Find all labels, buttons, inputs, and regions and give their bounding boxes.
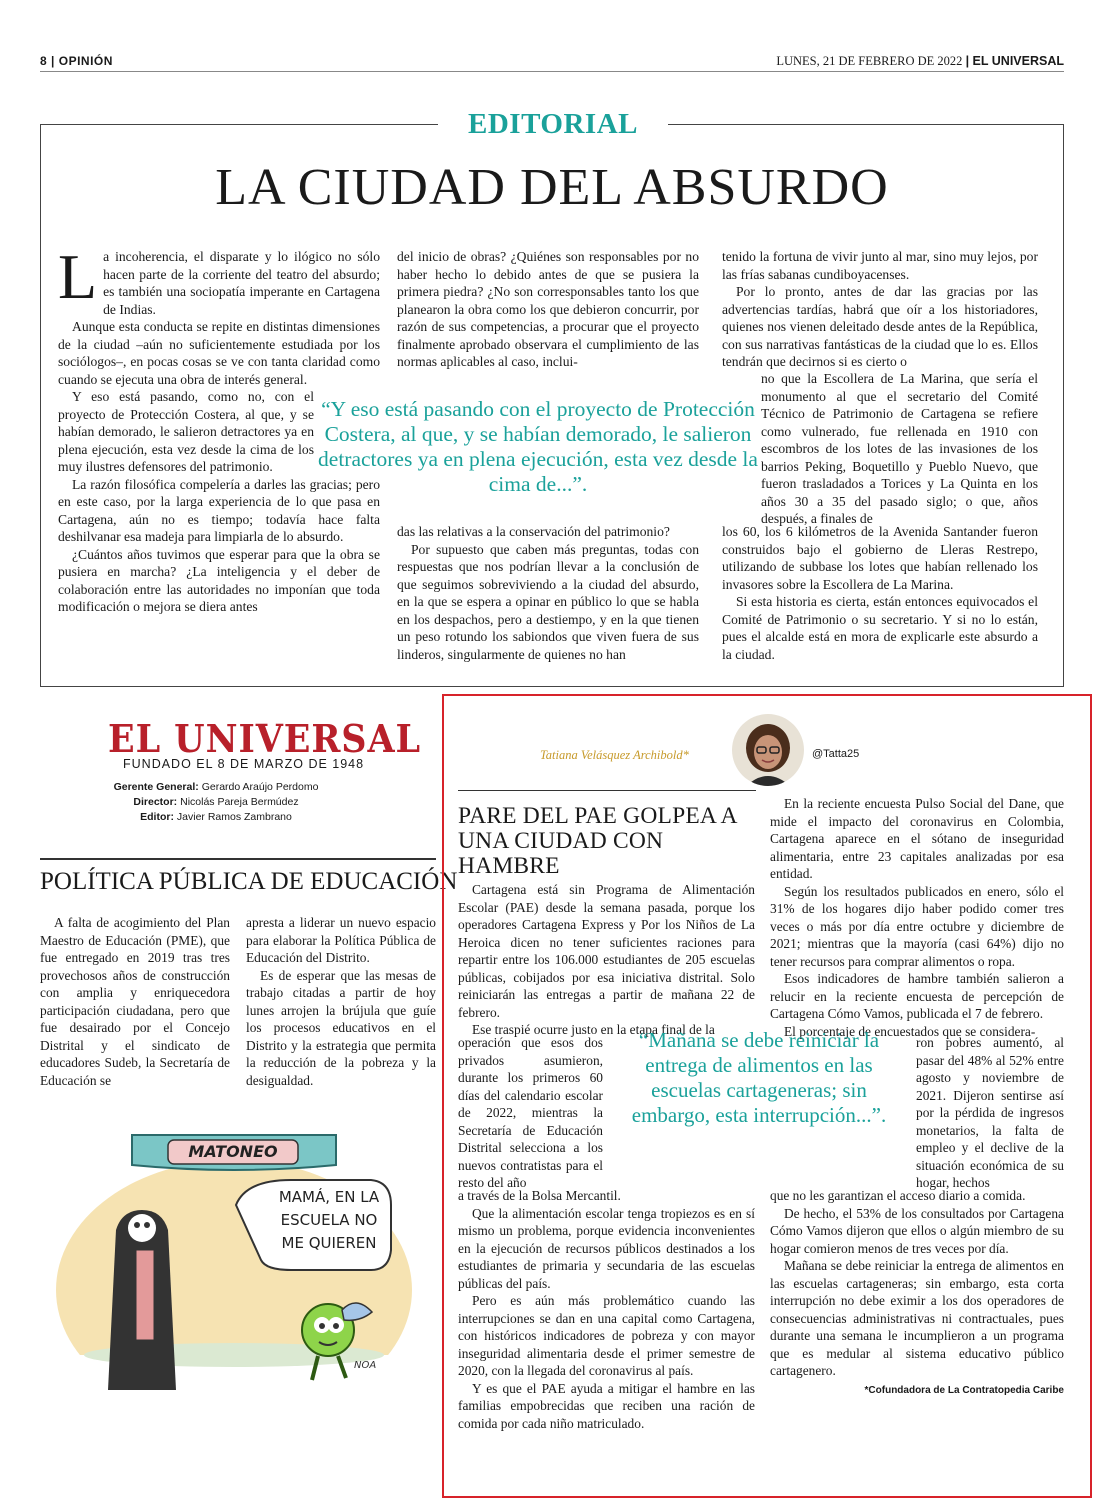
paragraph: Por supuesto que caben más preguntas, todas con respuestas que nos podrían llevar a la conclusión de que seguimos sobreviviendo a la ciudad del absurdo, en la que se espera a opinar en público lo que se habla en los despachos, pero a destiempo, y en la que tienen un peso rotundo los sabiondos que viven fuera de sus linderos, singularmente de quienes no han [397, 541, 699, 662]
column-text-b-mid [916, 1034, 1064, 1192]
paragraph: das las relativas a la conservación del patrimonio? [397, 524, 670, 539]
paragraph: Si esta historia es cierta, están entonces equivocados el Comité de Patrimonio o su secretario. Y si no lo están, pues el alcalde está en mora de explicarle este absurdo a la ciudad. [722, 594, 1038, 662]
page-dateline: LUNES, 21 DE FEBRERO DE 2022 | EL UNIVERSAL [776, 54, 1064, 68]
politica-column-2 [246, 914, 436, 1089]
staff-line: Gerente General: Gerardo Araújo Perdomo [113, 781, 319, 793]
editorial-label: EDITORIAL [438, 108, 668, 142]
header-rule [40, 71, 1064, 72]
paragraph: Ese traspié ocurre justo en la etapa final de la [472, 1022, 715, 1037]
paper-name: EL UNIVERSAL [972, 54, 1064, 68]
column-text-a-top [458, 881, 755, 1039]
paragraph: Mañana se debe reiniciar la entrega de alimentos en las escuelas cartageneras; sin embargo, esta corta interrupción no debe eximir a los dos operadores de consecuencias administrativas ni contractuales, pues durante una semana le incumplieron a un programa que es medular al sistema educativo público cartagenero. [770, 1258, 1064, 1378]
column-text-b-top [770, 795, 1064, 1040]
paragraph: El porcentaje de encuestados que se considera- [784, 1023, 1036, 1039]
editorial-title: LA CIUDAD DEL ABSURDO [215, 159, 889, 216]
column-title-rule [458, 790, 756, 791]
paragraph: Y eso está pasando, como no, con el proyecto de Protección Costera, al que, y se habían demorado, le salieron detractores ya en plena ejecución, esta vez desde la cima de los muy ilustres defensores del patrimonio. [58, 389, 314, 474]
column-text-a-mid [458, 1034, 603, 1192]
staff-line: Editor: Javier Ramos Zambrano [140, 811, 292, 823]
staff-line: Director: Nicolás Pareja Bermúdez [133, 796, 299, 808]
politica-rule [40, 858, 436, 860]
paragraph: Esos indicadores de hambre también salieron a relucir en la reciente encuesta de percepción de Cartagena Cómo Vamos, publicada el 7 de febrero. [770, 971, 1064, 1021]
paragraph: Es de esperar que las mesas de trabajo citadas a partir de hoy lunes arrojen la brújula que guíe los procesos educativos en el Distrito y la estrategia que permita la reducción de la pobreza y la desigualdad. [246, 967, 436, 1088]
editorial-column-3-top [722, 248, 1038, 371]
cartoon-illustration [56, 1110, 416, 1410]
author-name: Tatiana Velásquez Archibold* [540, 748, 689, 762]
cartoon-speech-bubble: MAMÁ, EN LA ESCUELA NO ME QUIEREN [278, 1188, 380, 1252]
paragraph: Que la alimentación escolar tenga tropiezos es en sí mismo un problema, porque evidencia inconvenientes en la ejecución de recursos públicos destinados a los estudiantes de primaria y secundaria de las escuelas públicas del país. [458, 1205, 755, 1291]
section-name: OPINIÓN [58, 54, 113, 68]
paragraph: Según los resultados publicados en enero, sólo el 31% de los hogares dijo haber podido comer tres veces o más por día entre octubre y diciembre de 2021; mientras que la mayoría (casi 64%) dijo no tener recursos para comprar alimentos o ropa. [770, 883, 1064, 969]
paragraph: Y es que el PAE ayuda a mitigar el hambre en las familias empobrecidas que reciben una ración de comida por cada niño matriculado. [458, 1380, 755, 1431]
drop-cap: L [58, 241, 98, 312]
paragraph: apresta a liderar un nuevo espacio para elaborar la Política Pública de Educación del Distrito. [246, 915, 436, 965]
page-section-label: 8 | OPINIÓN [40, 54, 113, 68]
paragraph: La razón filosófica compelería a darles las gracias; pero en este caso, por la larga experiencia de lo que pasa en Cartagena, aún no es tiempo; todavía hace falta deshilvanar esa madeja para limpiarla de lo absurdo. [58, 476, 380, 544]
paragraph: los 60, los 6 kilómetros de la Avenida Santander fueron construidos bajo el gobierno de Lleras Restrepo, utilizando de subbase los lotes que habían rellenado los invasores sobre la Escollera de La Marina. [722, 524, 1038, 592]
paragraph: A falta de acogimiento del Plan Maestro de Educación (PME), que fue entregado en 2019 tras tres provechosos años de construcción con amplia y enriquecedora participación ciudadana, pero que fue desairado por el Concejo Distrital y el sindicato de educadores Sudeb, la Secretaría de Educación se [40, 915, 230, 1088]
politica-column-1 [40, 914, 230, 1089]
paragraph: Pero es aún más problemático cuando las interrupciones se dan en una capital como Cartagena, con históricos indicadores de pobreza y con mayor inseguridad alimentaria desde el primer semestre de 2020, con la llegada del coronavirus al país. [458, 1293, 755, 1378]
cartoon-signature: NOA [354, 1360, 377, 1371]
paragraph: que no les garantizan el acceso diario a comida. [770, 1188, 1026, 1203]
paragraph: del inicio de obras? ¿Quiénes son responsables por no haber hecho lo debido antes de que se pusiera la primera piedra? ¿No son corresponsables tanto los que planearon la obra como los que debieron concurrir, por razón de sus competencias, a procurar que el proyecto finalmente aprobado observara el cumplimiento de las normas aplicables al caso, inclui- [397, 249, 699, 369]
paragraph: Cartagena está sin Programa de Alimentación Escolar (PAE) desde la semana pasada, porque los operadores Cartagena Express y Por los Niños de La Heroica dicen no tener suficientes raciones para repartir entre los 106.000 estudiantes de 205 escuelas públicas, cobijados por esa iniciativa distrital. Solo reiniciarán las entregas a partir de mañana 22 de febrero. [458, 882, 755, 1020]
paragraph: Por lo pronto, antes de dar las gracias por las advertencias tardías, habrá que oír a los historiadores, quienes nos vienen deleitado desde antes de la República, con sus narrativas fantásticas de la ciudad que lo es. Ellos tendrán que decirnos si es cierto o [722, 284, 1038, 369]
politica-title: POLÍTICA PÚBLICA DE EDUCACIÓN [40, 868, 458, 895]
column-title: PARE DEL PAE GOLPEA A UNA CIUDAD CON HAMBRE [458, 803, 737, 879]
masthead-founded: FUNDADO EL 8 DE MARZO DE 1948 [123, 757, 365, 771]
column-pull-quote: “Mañana se debe reiniciar la entrega de alimentos en las escuelas cartageneras; sin embargo, esta interrupción...”. [631, 1028, 887, 1127]
paragraph: no que la Escollera de La Marina, que sería el monumento al que el secretario del Comité Técnico de Patrimonio de Cartagena se refiere como vulnerado, fue rellenada en 1910 con escombros de los lotes de las invasiones de los barrios Peking, Boquetillo y Pueblo Nuevo, que fueron trasladados a Torices y La Quinta en los años 30 a 35 del pasado siglo; o que, años después, a finales de [761, 371, 1038, 526]
paragraph: ¿Cuántos años tuvimos que esperar para que la obra se pusiera en marcha? ¿La inteligencia y el deber de colaboración entre las autoridades no imponían que toda modificación o mejora se diera antes [58, 546, 380, 614]
editorial-column-3-bottom [722, 523, 1038, 663]
paragraph: De hecho, el 53% de los consultados por Cartagena Cómo Vamos dijeron que ellos o algún miembro de su hogar comieron menos de tres veces por día. [770, 1205, 1064, 1256]
paragraph: ron pobres aumentó, al pasar del 48% al 52% entre agosto y noviembre de 2021. Dijeron sentirse así por la pérdida de ingresos monetarios, la falta de empleo y el declive de la situación económica de su hogar, hechos [916, 1035, 1064, 1190]
editorial-column-2-top [397, 248, 699, 371]
date: LUNES, 21 DE FEBRERO DE 2022 [776, 54, 963, 68]
column-text-b-bottom [770, 1187, 1064, 1380]
column-text-a-bottom [458, 1187, 755, 1432]
editorial-column-2-bottom [397, 523, 699, 663]
author-avatar [732, 714, 804, 786]
column-footnote: *Cofundadora de La Contratopedia Caribe [864, 1385, 1064, 1396]
paragraph: En la reciente encuesta Pulso Social del Dane, que mide el impacto del coronavirus en Colombia, Cartagena aparece en el sótano de inseguridad alimentaria, entre 23 capitales analizadas por esa entidad. [770, 796, 1064, 881]
editorial-column-1: La incoherencia, el disparate y lo ilógico no sólo hacen parte de la corriente del teatro del absurdo; es también una sociopatía imperante en Cartagena de Indias. Aunque esta conducta se repite en distintas dimensiones de la ciudad –aún no suficientemente estudiada por los sociólogos–, en pocas cosas se ve con tanta claridad como cuando se ejecuta una obra de interés general. Y eso está pasando, como no, con el proyecto de Protección Costera, al que, y se habían demorado, le salieron detractores ya en plena ejecución, esta vez desde la cima de los muy ilustres defensores del patrimonio. La razón filosófica compelería a darles las gracias; pero en este caso, por la larga experiencia de lo que pasa en Cartagena, aún no es tiempo; todavía hace falta deshilvanar esa madeja para limpiarla de lo absurdo. ¿Cuántos años tuvimos que esperar para que la obra se pusiera en marcha? ¿La inteligencia y el deber de colaboración entre las autoridades no imponían que toda modificación o mejora se diera antes [58, 241, 380, 614]
masthead-logo: EL UNIVERSAL [108, 716, 422, 761]
paragraph: operación que esos dos privados asumieron, durante los primeros 60 días del calendario escolar de 2022, mientras la Secretaría de Educación Distrital selecciona a los nuevos contratistas para el resto del año [458, 1035, 603, 1190]
page-number: 8 [40, 54, 48, 68]
paragraph: a través de la Bolsa Mercantil. [458, 1188, 621, 1203]
editorial-column-3-mid [761, 370, 1038, 528]
cartoon-sign: MATONEO [188, 1142, 278, 1161]
paragraph: Aunque esta conducta se repite en distintas dimensiones de la ciudad –aún no suficientemente estudiada por los sociólogos–, en pocas cosas se ve con tanta claridad como cuando se ejecuta una obra de interés general. [58, 319, 380, 387]
paragraph: tenido la fortuna de vivir junto al mar, sino muy lejos, por las frías sabanas cundiboyacenses. [722, 249, 1038, 282]
masthead-staff [96, 780, 336, 825]
editorial-pull-quote: “Y eso está pasando con el proyecto de Protección Costera, al que, y se habían demorado, le salieron detractores ya en plena ejecución, esta vez desde la cima de...”. [318, 397, 758, 496]
author-handle: @Tatta25 [812, 748, 860, 760]
author-photo [732, 714, 804, 786]
